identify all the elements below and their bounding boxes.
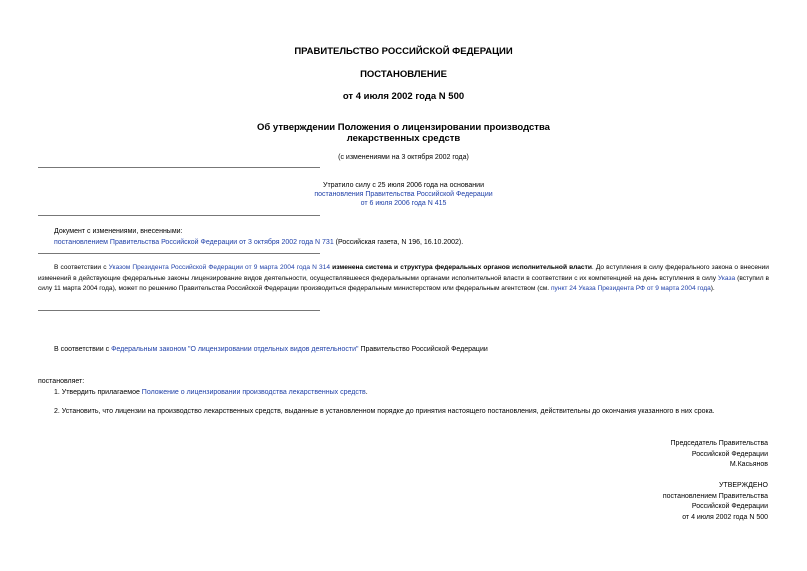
note-text-2: . До вступления в силу федерального закона о внесении изменений в действующие федеральные законы лицензирование видов деятельности, осуществлявшееся федеральными органами исполнительной власти в соответствии с их компетенцией на день вступления в силу [38, 264, 769, 282]
note-bold-text: изменена система и структура федеральных органов исполнительной власти [330, 264, 592, 271]
approved-block [663, 481, 768, 523]
note-text-3: (вступил в силу 11 марта 2004 года), может по решению Правительства Российской Федерации производиться федеральным министерством или федеральным агентством (см. [38, 274, 769, 293]
item-1 [54, 388, 368, 397]
signature-block [671, 439, 768, 471]
note-link-point-24[interactable]: пункт 24 Указа Президента РФ от 9 марта 2004 года [550, 285, 711, 293]
document-title-line-2: лекарственных средств [346, 133, 461, 144]
changes-note: (с изменениями на 3 октября 2002 года) [338, 154, 469, 161]
preamble-law-link[interactable]: Федеральным законом "О лицензировании отдельных видов деятельности" [111, 346, 359, 353]
approved-line-2: Российской Федерации [691, 503, 768, 510]
note-link-decree[interactable]: Указа [717, 274, 736, 282]
item-1-text: 1. Утвердить прилагаемое [54, 389, 142, 396]
note-link-decree-314[interactable]: Указом Президента Российской Федерации от 9 марта 2004 года N 314 [108, 264, 331, 271]
document-date-number: от 4 июля 2002 года N 500 [342, 91, 465, 102]
divider-4 [38, 310, 320, 311]
divider-2 [38, 215, 320, 216]
document-title-line-1: Об утверждении Положения о лицензировании производства [257, 122, 550, 133]
signature-name: М.Касьянов [729, 461, 768, 468]
note-text-1: В соответствии с [54, 264, 109, 271]
amendments-label: Документ с изменениями, внесенными: [54, 228, 183, 235]
item-1-end: . [365, 389, 368, 396]
signature-title-line-1: Председатель Правительства [670, 440, 768, 447]
invalid-notice-text: Утратило силу с 25 июля 2006 года на основании [323, 182, 484, 189]
divider-3 [38, 253, 320, 254]
item-1-link[interactable]: Положение о лицензировании производства лекарственных средств [141, 389, 366, 396]
preamble [54, 345, 488, 354]
resolves-word: постановляет: [38, 378, 85, 385]
preamble-text-2: Правительство Российской Федерации [358, 346, 488, 353]
approved-line-1: постановлением Правительства [662, 492, 768, 500]
amendments-line [54, 238, 463, 247]
amendments-source: (Российская газета, N 196, 16.10.2002). [333, 239, 464, 246]
note-text-4: ). [710, 285, 715, 293]
signature-title-line-2: Российской Федерации [691, 450, 768, 458]
item-2: 2. Установить, что лицензии на производство лекарственных средств, выданные в установленном порядке до принятия настоящего постановления, действительны до окончания указанного в них срока. [54, 408, 715, 415]
amendments-link[interactable]: постановлением Правительства Российской Федерации от 3 октября 2002 года N 731 [54, 239, 334, 246]
invalid-notice [0, 181, 807, 208]
approved-line-3: от 4 июля 2002 года N 500 [682, 513, 768, 521]
approved-label: УТВЕРЖДЕНО [718, 482, 768, 489]
invalid-notice-link-line-2[interactable]: от 6 июля 2006 года N 415 [360, 200, 447, 207]
divider-1 [38, 167, 320, 168]
note-paragraph [38, 263, 769, 295]
invalid-notice-link-line-1[interactable]: постановления Правительства Российской Федерации [314, 191, 493, 198]
preamble-text-1: В соответствии с [54, 346, 112, 353]
government-name: ПРАВИТЕЛЬСТВО РОССИЙСКОЙ ФЕДЕРАЦИИ [294, 46, 513, 57]
document-type: ПОСТАНОВЛЕНИЕ [360, 69, 447, 80]
